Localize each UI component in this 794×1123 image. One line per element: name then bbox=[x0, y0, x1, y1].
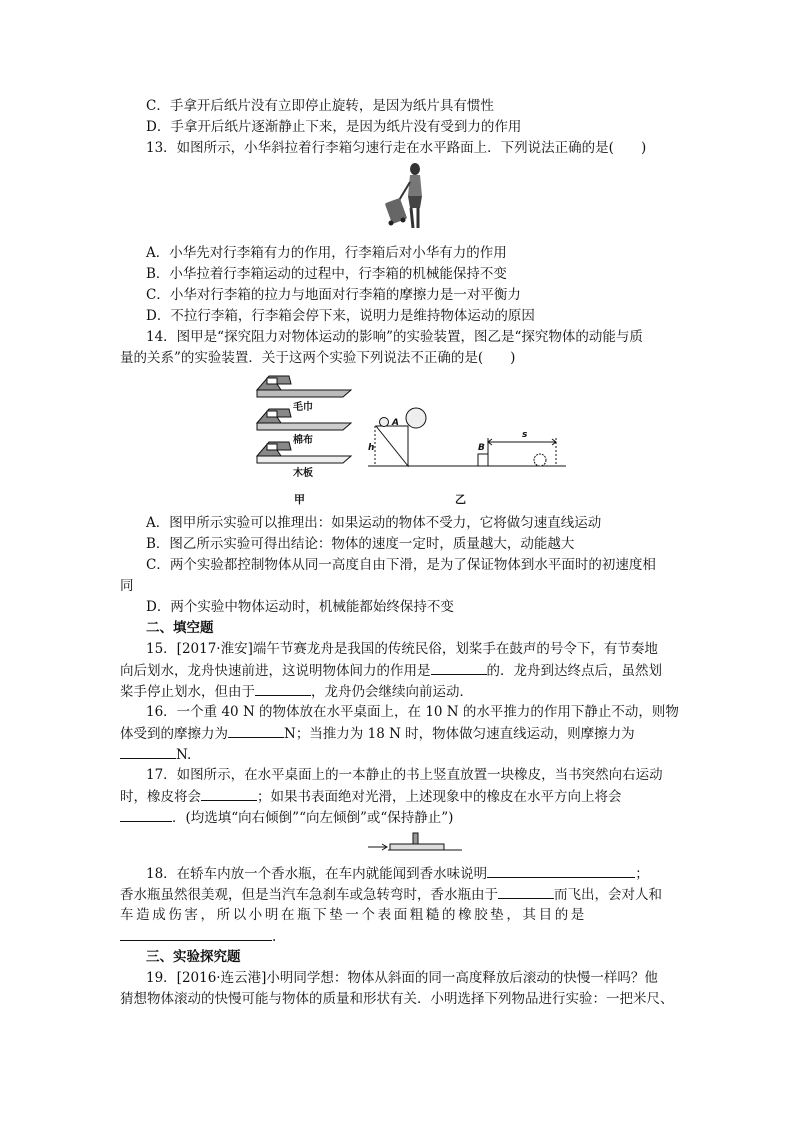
q15-line1: 15．[2017·淮安]端午节赛龙舟是我国的传统民俗，划桨手在鼓声的号令下，有节奏地 bbox=[146, 641, 658, 657]
q16-blank-1 bbox=[228, 723, 284, 738]
q17-line1: 17．如图所示，在水平桌面上的一本静止的书上竖直放置一块橡皮，当书突然向右运动 bbox=[146, 767, 663, 783]
q17-figure-book-eraser bbox=[366, 830, 462, 856]
q12-option-d: D．手拿开后纸片逐渐静止下来，是因为纸片没有受到力的作用 bbox=[146, 119, 522, 135]
label-b: B bbox=[478, 443, 485, 453]
q16-line2: 体受到的摩擦力为 N；当推力为 18 N 时，物体做匀速直线运动，则摩擦力为 bbox=[120, 723, 635, 744]
q13-stem: 13．如图所示，小华斜拉着行李箱匀速行走在水平路面上．下列说法正确的是( ) bbox=[146, 140, 647, 156]
q14-option-c-line2: 同 bbox=[120, 578, 134, 594]
label-yi: 乙 bbox=[455, 493, 466, 506]
q16-line3: N. bbox=[120, 744, 191, 765]
q14-figure-jia bbox=[255, 372, 365, 472]
q18-blank-3 bbox=[120, 926, 272, 941]
label-a: A bbox=[392, 418, 399, 428]
q15-blank-2 bbox=[255, 681, 311, 696]
section-experiment-title: 三、实验探究题 bbox=[146, 949, 241, 965]
q18-blank-1 bbox=[487, 863, 635, 878]
q16-line1: 16．一个重 40 N 的物体放在水平桌面上，在 10 N 的水平推力的作用下静止不动，则物 bbox=[146, 704, 679, 720]
q17-blank-2 bbox=[120, 807, 172, 822]
q14-option-c-line1: C．两个实验都控制物体从同一高度自由下滑，是为了保证物体到水平面时的初速度相 bbox=[146, 557, 656, 573]
q14-option-d: D．两个实验中物体运动时，机械能都始终保持不变 bbox=[146, 599, 454, 615]
q17-line2: 时，橡皮将会 ；如果书表面绝对光滑，上述现象中的橡皮在水平方向上将会 bbox=[120, 786, 622, 807]
q18-blank-2 bbox=[498, 884, 554, 899]
label-h: h bbox=[368, 443, 375, 453]
q13-option-a: A．小华先对行李箱有力的作用，行李箱后对小华有力的作用 bbox=[146, 245, 507, 261]
q14-figure-yi bbox=[368, 400, 568, 472]
q12-option-c: C．手拿开后纸片没有立即停止旋转，是因为纸片具有惯性 bbox=[146, 98, 494, 114]
q17-line3: ．(均选填“向右倾倒”“向左倾倒”或“保持静止”) bbox=[120, 807, 453, 828]
q13-option-b: B．小华拉着行李箱运动的过程中，行李箱的机械能保持不变 bbox=[146, 266, 507, 282]
label-towel: 毛巾 bbox=[293, 402, 313, 413]
q18-line2: 香水瓶虽然很美观，但是当汽车急刹车或急转弯时，香水瓶由于 而飞出，会对人和 bbox=[120, 884, 662, 905]
q14-option-a: A．图甲所示实验可以推理出：如果运动的物体不受力，它将做匀速直线运动 bbox=[146, 515, 602, 531]
q14-option-b: B．图乙所示实验可得出结论：物体的速度一定时，质量越大，动能越大 bbox=[146, 536, 575, 552]
q18-line4: . bbox=[120, 926, 276, 947]
q14-stem-line2: 量的关系”的实验装置．关于这两个实验下列说法不正确的是( ) bbox=[120, 350, 516, 366]
q16-blank-2 bbox=[120, 744, 176, 759]
label-board: 木板 bbox=[293, 468, 313, 479]
q19-line1: 19．[2016·连云港]小明同学想：物体从斜面的同一高度释放后滚动的快慢一样吗？他 bbox=[146, 970, 658, 986]
q13-option-d: D．不拉行李箱，行李箱会停下来，说明力是维持物体运动的原因 bbox=[146, 308, 535, 324]
label-s: s bbox=[522, 430, 528, 440]
q15-line3: 桨手停止划水，但由于 ，龙舟仍会继续向前运动． bbox=[120, 681, 473, 702]
q18-line3: 车造成伤害，所以小明在瓶下垫一个表面粗糙的橡胶垫，其目的是 bbox=[120, 907, 587, 923]
label-jia: 甲 bbox=[294, 493, 305, 506]
q19-line2: 猜想物体滚动的快慢可能与物体的质量和形状有关．小明选择下列物品进行实验：一把米尺、 bbox=[120, 991, 674, 1007]
q13-figure-luggage bbox=[382, 160, 442, 232]
q15-blank-1 bbox=[431, 660, 487, 675]
q15-line2: 向后划水，龙舟快速前进，这说明物体间力的作用是 的．龙舟到达终点后，虽然划 bbox=[120, 660, 662, 681]
q17-blank-1 bbox=[201, 786, 257, 801]
q18-line1: 18．在轿车内放一个香水瓶，在车内就能闻到香水味说明 ； bbox=[146, 863, 649, 884]
label-cotton: 棉布 bbox=[293, 435, 313, 446]
q14-stem-line1: 14．图甲是“探究阻力对物体运动的影响”的实验装置，图乙是“探究物体的动能与质 bbox=[146, 329, 643, 345]
section-fill-in-title: 二、填空题 bbox=[146, 620, 214, 636]
q13-option-c: C．小华对行李箱的拉力与地面对行李箱的摩擦力是一对平衡力 bbox=[146, 287, 521, 303]
